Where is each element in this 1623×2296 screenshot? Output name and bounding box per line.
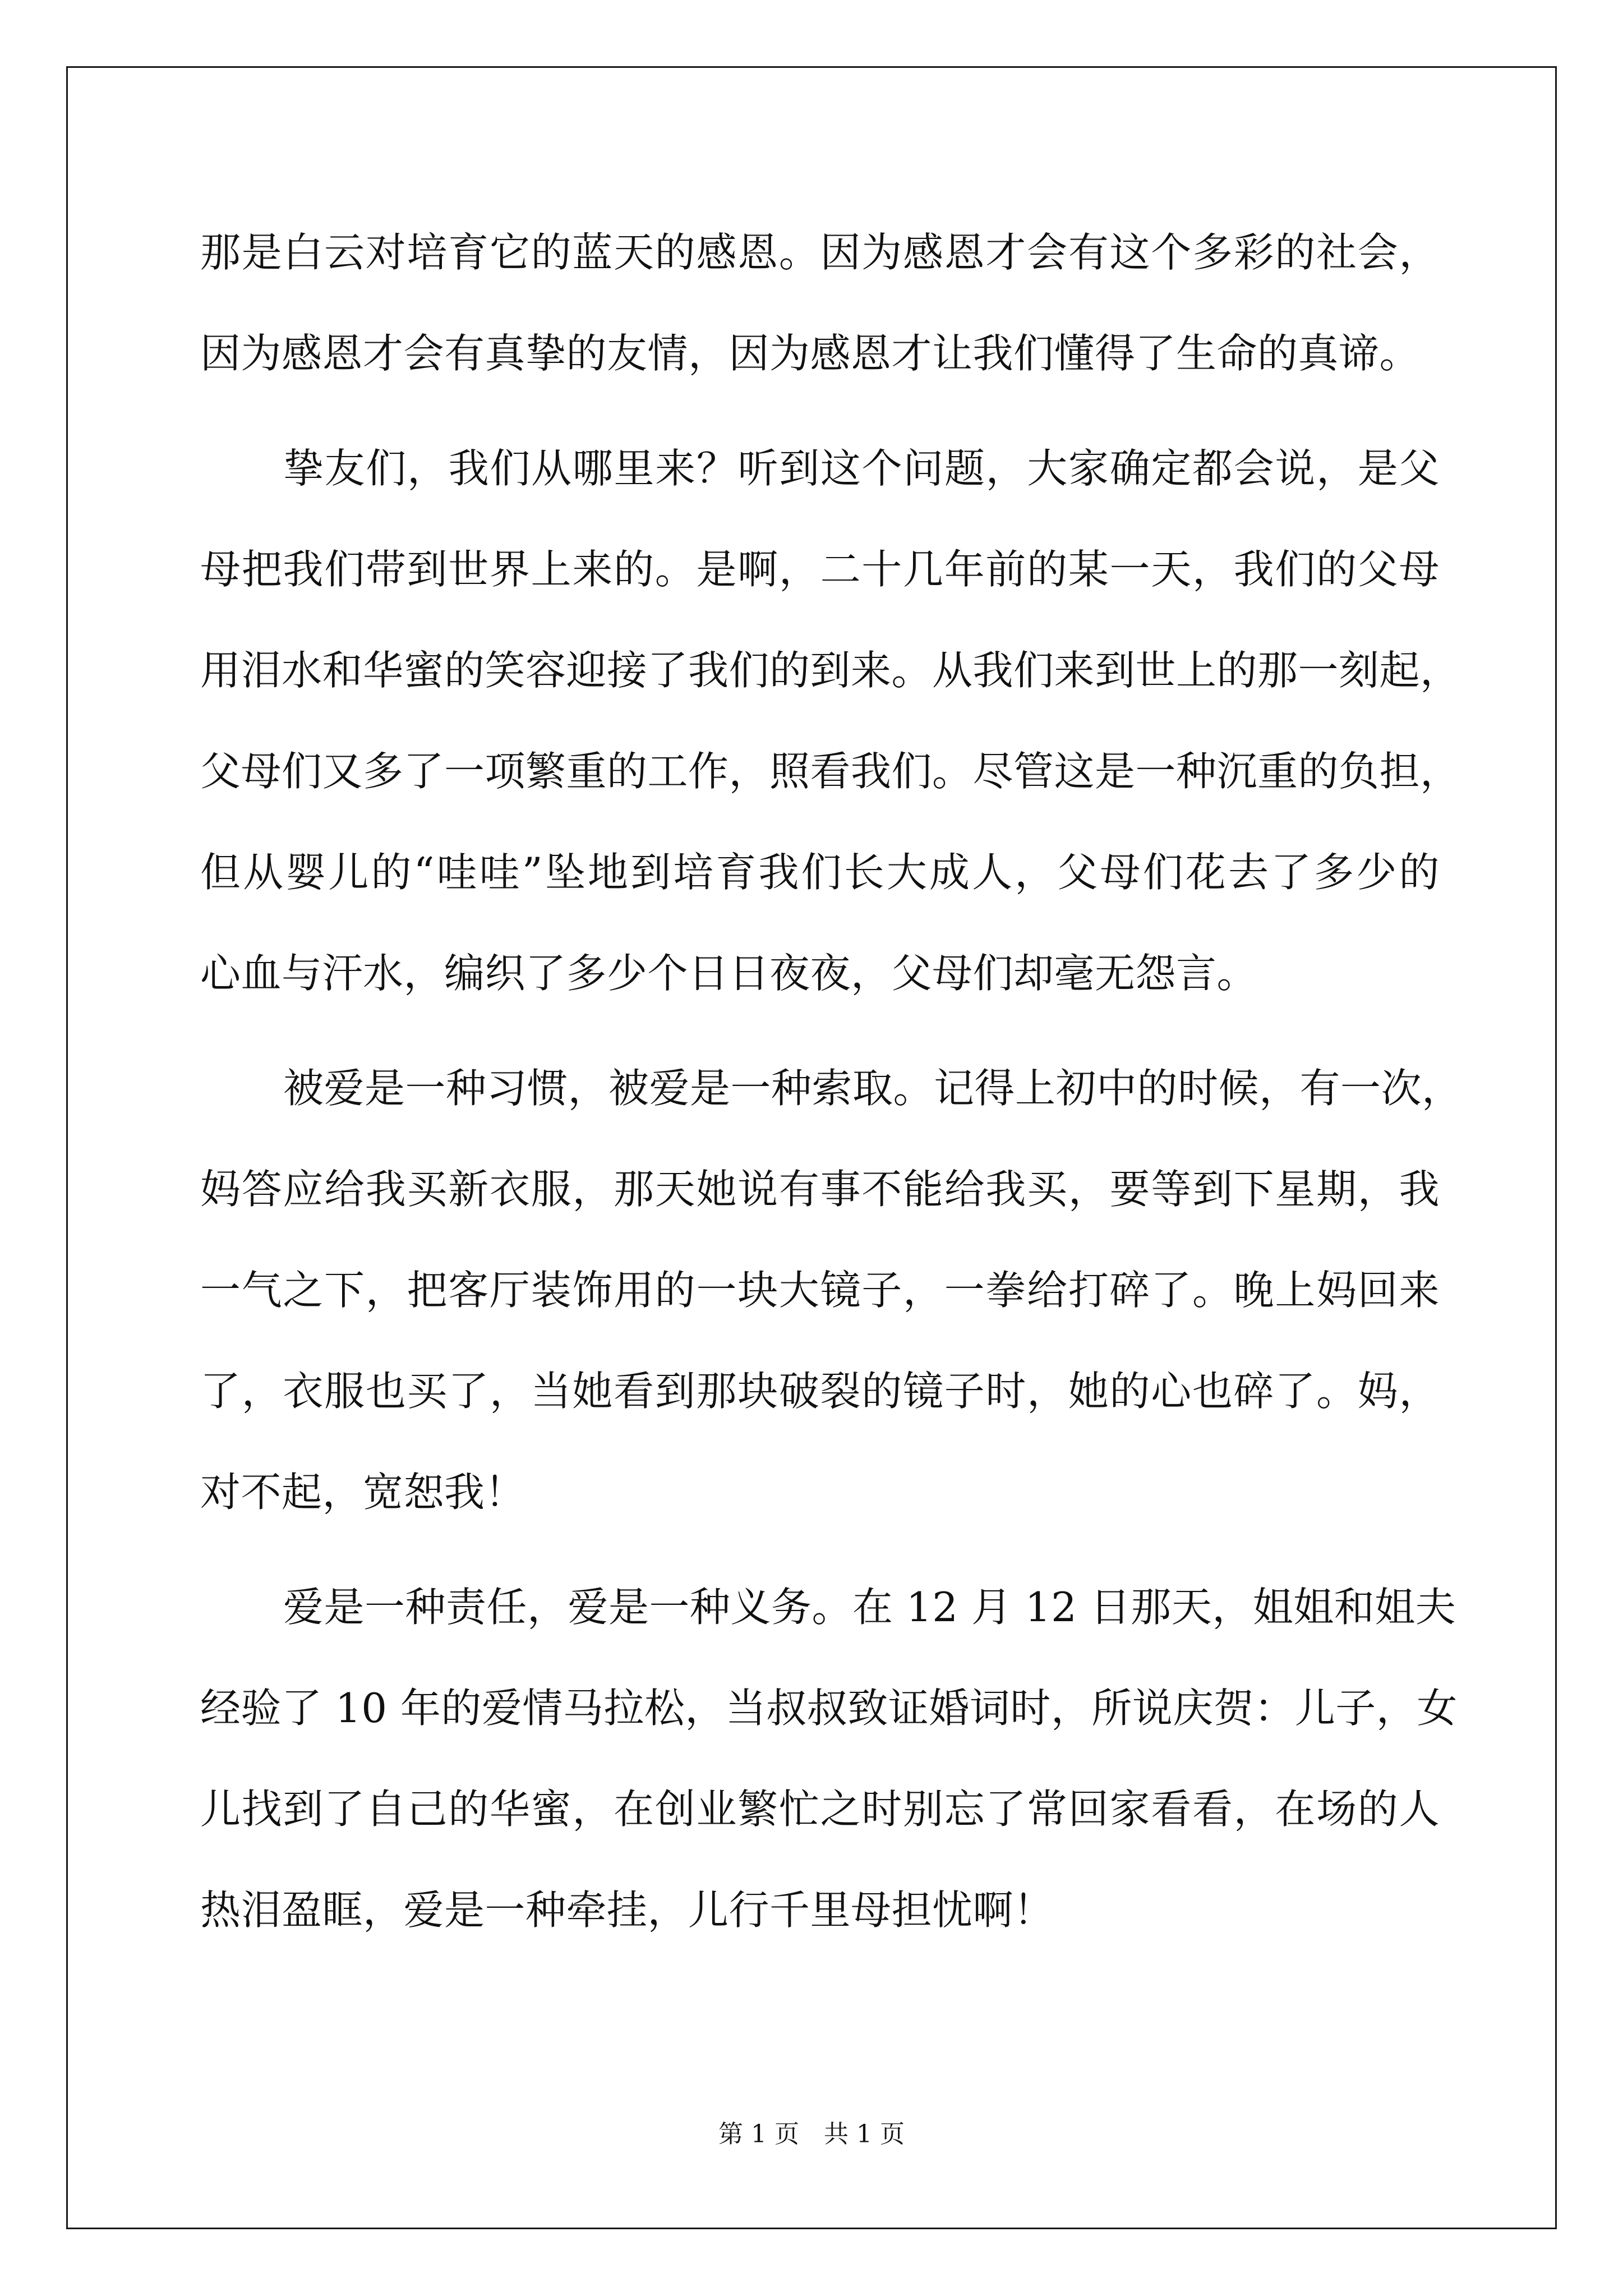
- text-line: 一气之下，把客厅装饰用的一块大镜子，一拳给打碎了。晚上妈回来: [200, 1267, 1440, 1314]
- page-total: 共 1 页: [824, 2120, 905, 2148]
- text-line: 母把我们带到世界上来的。是啊，二十几年前的某一天，我们的父母: [200, 546, 1440, 593]
- text-line: 但从婴儿的“哇哇”坠地到培育我们长大成人，父母们花去了多少的: [200, 849, 1440, 896]
- text-line: 被爱是一种习惯，被爱是一种索取。记得上初中的时候，有一次，: [283, 1065, 1463, 1112]
- text-line: 挚友们，我们从哪里来？听到这个问题，大家确定都会说，是父: [283, 445, 1440, 492]
- text-line: 妈答应给我买新衣服，那天她说有事不能给我买，要等到下星期，我: [200, 1166, 1440, 1213]
- text-line: 用泪水和华蜜的笑容迎接了我们的到来。从我们来到世上的那一刻起，: [200, 647, 1461, 694]
- text-line: 儿找到了自己的华蜜，在创业繁忙之时别忘了常回家看看，在场的人: [200, 1786, 1440, 1833]
- text-line: 了，衣服也买了，当她看到那块破裂的镜子时，她的心也碎了。妈，: [200, 1368, 1440, 1415]
- text-line: 心血与汗水，编织了多少个日日夜夜，父母们却毫无怨言。: [200, 950, 1258, 997]
- text-line: 因为感恩才会有真挚的友情，因为感恩才让我们懂得了生命的真谛。: [200, 330, 1421, 377]
- page-footer: [0, 2118, 1623, 2151]
- text-line: 热泪盈眶，爱是一种牵挂，儿行千里母担忧啊！: [200, 1887, 1054, 1934]
- text-line: 那是白云对培育它的蓝天的感恩。因为感恩才会有这个多彩的社会，: [200, 229, 1440, 276]
- text-line: 父母们又多了一项繁重的工作，照看我们。尽管这是一种沉重的负担，: [200, 748, 1461, 795]
- text-line: 爱是一种责任，爱是一种义务。在 12 月 12 日那天，姐姐和姐夫: [283, 1584, 1456, 1631]
- text-line: 对不起，宽恕我！: [200, 1469, 526, 1516]
- page-number: 第 1 页: [718, 2120, 799, 2148]
- text-line: 经验了 10 年的爱情马拉松，当叔叔致证婚词时，所说庆贺：儿子，女: [200, 1685, 1458, 1732]
